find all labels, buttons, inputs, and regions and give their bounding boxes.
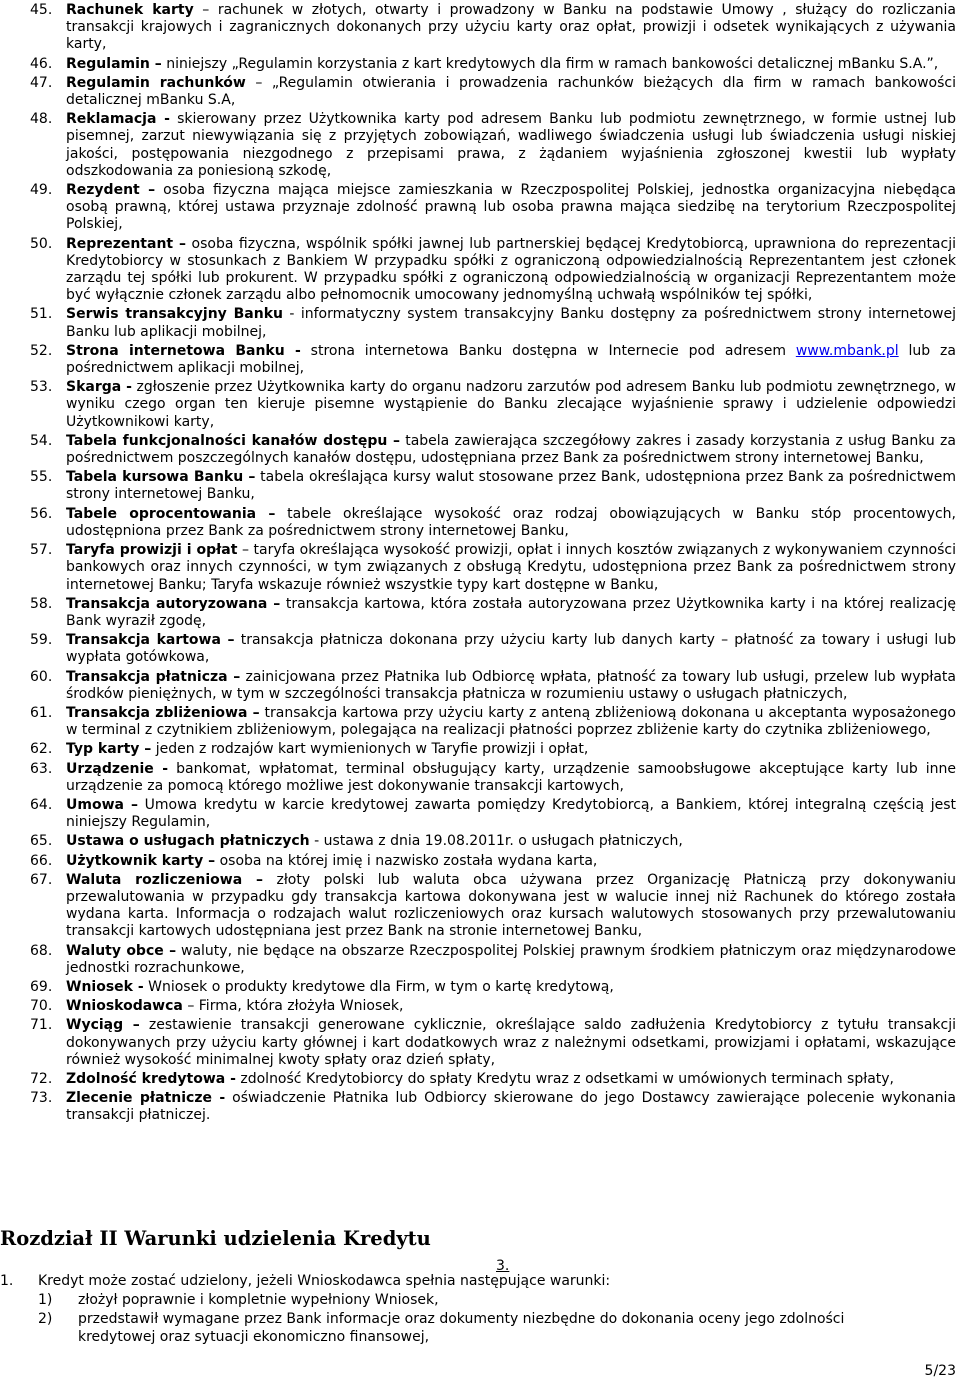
definition-term: Taryfa prowizji i opłat xyxy=(66,542,238,559)
definition-term: Regulamin – xyxy=(66,55,162,72)
definition-text: zestawienie transakcji generowane cyklicznie, określające saldo zadłużenia Kredytobiorcy z tytułu transakcji dokonywanych przy użyciu karty głównej i kart dodatkowych wraz z należnymi odsetkami, prowizjami i opłatami, wskazujące również wysokość minimalnej kwoty spłaty oraz dzień spłaty, xyxy=(66,1017,956,1068)
definition-text: skierowany przez Użytkownika karty pod adresem Banku lub podmiotu zewnętrznego, w formie ustnej lub pisemnej, zarzut niewywiązania się z przyjętych zobowiązań, wadliwego świadczenia usługi lub świadczenia usługi niskiej jakości, postępowania niezgodnego z przepisami prawa, z żądaniem wyjaśnienia zgłoszonej kwestii lub wypłaty odszkodowania za poniesioną szkodę, xyxy=(66,111,956,179)
definition-text: zgłoszenie przez Użytkownika karty do organu nadzoru zarzutów pod adresem Banku lub podmiotu zewnętrznego, w wyniku czego organ ten kieruje pisemne wystąpienie do Banku zlecające wyjaśnienie sprawy i udzielenie odpowiedzi Użytkownikowi karty, xyxy=(66,379,956,430)
definition-text: zdolność Kredytobiorcy do spłaty Kredytu wraz z odsetkami w umówionych terminach spłaty, xyxy=(235,1070,895,1087)
definition-text: Wniosek o produkty kredytowe dla Firm, w tym o kartę kredytową, xyxy=(143,978,614,995)
definition-number: 52. xyxy=(30,342,53,359)
definition-text: strona internetowa Banku dostępna w Internecie pod adresem xyxy=(300,342,796,359)
credit-conditions xyxy=(0,1273,960,1346)
definition-number: 71. xyxy=(30,1017,53,1034)
bank-website-link[interactable]: www.mbank.pl xyxy=(795,342,899,359)
definition-term: Wniosek - xyxy=(66,978,144,995)
definition-text: tabele określające wysokość oraz rodzaj obowiązujących w Banku stóp procentowych, udostępniona przez Bank za pośrednictwem strony internetowej Banku, xyxy=(66,505,956,539)
definition-number: 63. xyxy=(30,760,53,777)
chapter-title: Rozdział II Warunki udzielenia Kredytu xyxy=(0,1227,431,1250)
definition-number: 51. xyxy=(30,306,53,323)
definition-term: Reklamacja - xyxy=(66,111,170,128)
definition-number: 66. xyxy=(30,852,53,869)
definition-term: Waluty obce – xyxy=(66,942,177,959)
condition-item-text: przedstawił wymagane przez Bank informacje oraz dokumenty niezbędne do dokonania oceny jego zdolności kredytowej oraz sytuacji ekonomiczno finansowej, xyxy=(78,1311,845,1345)
definition-item xyxy=(0,596,960,630)
definition-number: 48. xyxy=(30,111,53,128)
definition-text: transakcja płatnicza dokonana przy użyciu karty lub danych karty – płatność za towary i usługi lub wypłata gotówkowa, xyxy=(66,632,956,666)
definition-item xyxy=(0,632,960,666)
definition-number: 57. xyxy=(30,542,53,559)
definition-item xyxy=(0,833,960,850)
definition-text: Umowa kredytu w karcie kredytowej zawarta pomiędzy Kredytobiorcą, a Bankiem, której integralną częścią jest niniejszy Regulamin, xyxy=(66,796,956,831)
definition-number: 70. xyxy=(30,998,53,1015)
definition-item xyxy=(0,1090,960,1124)
definition-number: 67. xyxy=(30,871,53,888)
definition-term: Rezydent – xyxy=(66,182,156,199)
definition-term: Umowa – xyxy=(66,796,139,813)
definition-item xyxy=(0,797,960,831)
definition-text: – taryfa określająca wysokość prowizji, opłat i innych kosztów związanych z wykonywaniem czynności bankowych oraz innych czynności, w tym związanych z obsługą Kredytu, udostępniona przez Bank za pośrednictwem strony internetowej Banku; Taryfa wskazuje również wszystkie typy kart dostępne w Banku, xyxy=(66,542,956,593)
definition-number: 54. xyxy=(30,432,53,449)
condition-text: Kredyt może zostać udzielony, jeżeli Wnioskodawca spełnia następujące warunki: xyxy=(38,1273,611,1289)
definition-term: Wyciąg – xyxy=(66,1017,140,1034)
definition-item xyxy=(0,2,960,54)
definition-term: Transakcja płatnicza – xyxy=(66,668,241,685)
definitions-list xyxy=(0,2,960,1127)
definition-term: Zdolność kredytowa - xyxy=(66,1070,236,1087)
definition-term: Użytkownik karty – xyxy=(66,852,216,869)
definition-text: osoba fizyczna, wspólnik spółki jawnej lub partnerskiej będącej Kredytobiorcą, uprawniona do reprezentacji Kredytobiorcy w stosunkach z Bankiem W przypadku spółki z ograniczoną odpowiedzialnością Reprezentantem jest członek zarządu tej spółki lub prokurent. W przypadku spółki z ograniczoną odpowiedzialnością w organizacji Reprezentantem może być wyłącznie członek zarządu albo pełnomocnik umocowany jednomyślną uchwałą wspólników tej spółki, xyxy=(66,235,956,304)
definition-text: tabela określająca kursy walut stosowane przez Bank, udostępniona przez Bank za pośrednictwem strony internetowej Banku, xyxy=(66,469,957,503)
condition-item-number: 2) xyxy=(38,1311,53,1328)
definition-number: 65. xyxy=(30,833,53,850)
definition-term: Skarga - xyxy=(66,379,132,396)
definition-item xyxy=(0,111,960,180)
definition-item xyxy=(0,182,960,234)
definition-text: niniejszy „Regulamin korzystania z kart kredytowych dla firm w ramach bankowości detalicznej mBanku S.A.”, xyxy=(161,55,939,72)
definition-number: 53. xyxy=(30,379,53,396)
definition-number: 55. xyxy=(30,469,53,486)
definition-item xyxy=(0,306,960,340)
definition-number: 61. xyxy=(30,704,53,721)
definition-term: Waluta rozliczeniowa – xyxy=(66,871,264,888)
definition-term: Typ karty – xyxy=(66,741,152,758)
definition-number: 59. xyxy=(30,632,53,649)
definition-term: Serwis transakcyjny Banku xyxy=(66,306,283,323)
definition-text: osoba fizyczna mająca miejsce zamieszkania w Rzeczpospolitej Polskiej, jednostka organizacyjna niebędąca osobą prawną, której ustawa przyznaje zdolność prawną lub osoba prawna mająca siedzibę na terytorium Rzeczpospolitej Polskiej, xyxy=(66,182,956,233)
definition-number: 68. xyxy=(30,942,53,959)
definition-item xyxy=(0,705,960,739)
definition-text: – Firma, która złożyła Wniosek, xyxy=(182,998,404,1015)
definition-text: waluty, nie będące na obszarze Rzeczpospolitej Polskiej prawnym środkiem płatniczym oraz międzynarodowe jednostki rozrachunkowe, xyxy=(66,942,956,976)
definition-item xyxy=(0,75,960,109)
definition-number: 47. xyxy=(30,74,53,91)
definition-item xyxy=(0,979,960,996)
definition-item xyxy=(0,56,960,73)
definition-number: 62. xyxy=(30,741,53,758)
definition-item xyxy=(0,1071,960,1088)
definition-item xyxy=(0,433,960,467)
definition-number: 69. xyxy=(30,978,53,995)
definition-number: 50. xyxy=(30,235,53,252)
definition-term: Urządzenie - xyxy=(66,760,169,777)
definition-number: 45. xyxy=(30,2,53,18)
definition-item xyxy=(0,741,960,758)
definition-item xyxy=(0,669,960,703)
definition-item xyxy=(0,872,960,941)
definition-text: transakcja kartowa, która została autoryzowana przez Użytkownika karty i na której realizację Bank wyraził zgodę, xyxy=(66,595,957,629)
definition-term: Zlecenie płatnicze - xyxy=(66,1090,226,1107)
definition-term: Tabela funkcjonalności kanałów dostępu – xyxy=(66,432,400,449)
definition-number: 46. xyxy=(30,55,53,72)
definition-item xyxy=(0,506,960,540)
definition-number: 73. xyxy=(30,1090,53,1107)
definition-term: Tabela kursowa Banku – xyxy=(66,469,256,486)
definition-term: Regulamin rachunków xyxy=(66,74,246,91)
definition-term: Transakcja zbliżeniowa – xyxy=(66,704,260,721)
definition-text: oświadczenie Płatnika lub Odbiorcy skierowane do jego Dostawcy zawierające polecenie wykonania transakcji płatniczej. xyxy=(66,1090,956,1124)
definition-text: bankomat, wpłatomat, terminal obsługujący karty, urządzenie samoobsługowe akceptujące karty lub inne urządzenie za pomocą którego możliwe jest dokonywanie transakcji kartowych, xyxy=(66,760,956,794)
definition-text: jeden z rodzajów kart wymienionych w Taryfie prowizji i opłat, xyxy=(151,741,589,758)
definition-number: 60. xyxy=(30,668,53,685)
condition-item-number: 1) xyxy=(38,1292,53,1309)
definition-item xyxy=(0,379,960,431)
definition-text: tabela zawierająca szczegółowy zakres i zasady korzystania z usług Banku za pośrednictwem poszczególnych kanałów dostępu, udostępniana przez Bank za pośrednictwem strony internetowej Banku, xyxy=(66,432,956,467)
definition-number: 56. xyxy=(30,505,53,522)
section-number-label: 3. xyxy=(496,1258,510,1274)
definition-item xyxy=(0,943,960,977)
definition-number: 49. xyxy=(30,182,53,199)
definition-item xyxy=(0,998,960,1015)
definition-text: – rachunek w złotych, otwarty i prowadzony w Banku na podstawie Umowy , służący do rozliczania transakcji krajowych i zagranicznych dokonanych przy użyciu karty oraz opłat, prowizji i odsetek wynikających z używania karty, xyxy=(66,2,956,53)
page-number: 5/23 xyxy=(924,1363,956,1379)
definition-term: Wnioskodawca xyxy=(66,998,183,1015)
definition-term: Transakcja kartowa – xyxy=(66,632,235,649)
definition-item xyxy=(0,1017,960,1069)
definition-item xyxy=(0,542,960,594)
definition-text: transakcja kartowa przy użyciu karty z anteną zbliżeniową dokonana u akceptanta wyposażonego w terminal z czytnikiem zbliżeniowym, polegająca na realizacji płatności poprzez zbliżenie karty do czytnika zbliżeniowego, xyxy=(66,704,956,739)
definition-text: - ustawa z dnia 19.08.2011r. o usługach płatniczych, xyxy=(309,833,683,850)
definition-text: – „Regulamin otwierania i prowadzenia rachunków bieżących dla firm w ramach bankowości detalicznej mBanku S.A, xyxy=(66,74,957,109)
definition-item xyxy=(0,761,960,795)
definition-item xyxy=(0,236,960,305)
condition-item xyxy=(0,1292,960,1309)
definition-text: złoty polski lub waluta obca używana przez Organizację Płatniczą przy dokonywaniu przewalutowania w przypadku gdy transakcja kartowa dokonywana jest w walucie innej niż Rachunek do którego została wydana karta. Informacja o rodzajach walut rozliczeniowych oraz kursach walutowych stosowanych przy przewalutowaniu transakcji kartowych udostępniana jest przez Bank na stronie internetowej Banku, xyxy=(66,871,956,940)
section-number xyxy=(496,1258,509,1274)
definition-item xyxy=(0,343,960,377)
definition-number: 72. xyxy=(30,1070,53,1087)
definition-term: Strona internetowa Banku - xyxy=(66,342,301,359)
definition-term: Reprezentant – xyxy=(66,235,187,252)
definition-number: 64. xyxy=(30,796,53,813)
condition-item-text: złożył poprawnie i kompletnie wypełniony Wniosek, xyxy=(78,1292,439,1309)
definition-term: Rachunek karty xyxy=(66,2,194,18)
condition-item xyxy=(0,1311,960,1345)
definition-item xyxy=(0,853,960,870)
definition-text: osoba na której imię i nazwisko została wydana karta, xyxy=(215,852,598,869)
definition-term: Transakcja autoryzowana – xyxy=(66,595,281,612)
definition-text: - informatyczny system transakcyjny Banku dostępny za pośrednictwem strony internetowej Banku lub aplikacji mobilnej, xyxy=(66,306,957,340)
definition-text: zainicjowana przez Płatnika lub Odbiorcę wpłata, płatność za towary lub usługi, przelew lub wypłata środków pieniężnych, w tym w szczególności transakcja płatnicza w rozumieniu ustawy o usługach płatniczych, xyxy=(66,668,956,702)
definition-item xyxy=(0,469,960,503)
definition-term: Ustawa o usługach płatniczych xyxy=(66,833,310,850)
definition-number: 58. xyxy=(30,595,53,612)
definition-term: Tabele oprocentowania – xyxy=(66,505,276,522)
condition-intro xyxy=(0,1273,960,1290)
condition-number: 1. xyxy=(0,1273,14,1289)
definition-text-continued: lub za pośrednictwem aplikacji mobilnej, xyxy=(66,342,956,377)
